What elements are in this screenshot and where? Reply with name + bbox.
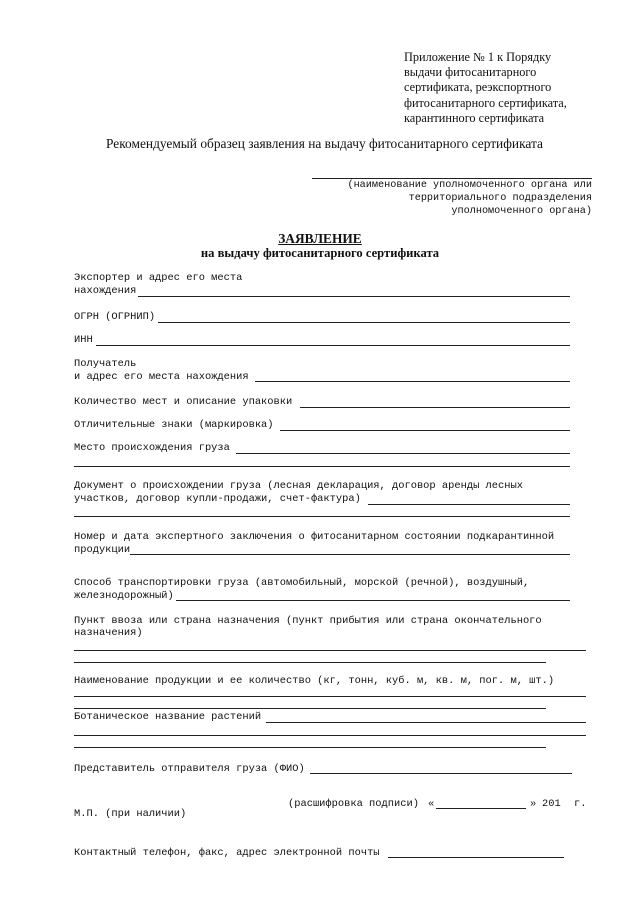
transport-label: Способ транспортировки груза (автомобильный, морской (речной), воздушный,	[74, 577, 530, 589]
inn-label: ИНН	[74, 334, 93, 346]
year-label: 201	[542, 798, 561, 810]
product-label: Наименование продукции и ее количество (кг, тонн, куб. м, кв. м, пог. м, шт.)	[74, 675, 555, 687]
product-field[interactable]	[74, 696, 586, 697]
botanical-field-3[interactable]	[74, 747, 546, 748]
date-field[interactable]	[436, 808, 526, 809]
origin-doc-field-2[interactable]	[74, 516, 570, 517]
expert-field[interactable]	[130, 554, 570, 555]
packages-field[interactable]	[300, 407, 570, 408]
caption-line: (наименование уполномоченного органа или	[347, 180, 592, 191]
botanical-field-2[interactable]	[74, 735, 586, 736]
entry-label-2: назначения)	[74, 627, 143, 639]
appendix-line: сертификата, реэкспортного	[404, 80, 552, 95]
seal-label: М.П. (при наличии)	[74, 808, 187, 820]
signature-decode-label: (расшифровка подписи)	[288, 798, 419, 810]
statement-title: ЗАЯВЛЕНИЕ	[278, 231, 362, 246]
contacts-field[interactable]	[388, 857, 564, 858]
origin-doc-field[interactable]	[368, 504, 570, 505]
receiver-field[interactable]	[255, 381, 570, 382]
authority-caption	[330, 180, 592, 218]
date-open-quote: «	[428, 798, 435, 810]
exporter-label: Экспортер и адрес его места	[74, 272, 243, 284]
receiver-label-2: и адрес его места нахождения	[74, 371, 249, 383]
product-field-2[interactable]	[74, 708, 546, 709]
ogrn-field[interactable]	[158, 322, 570, 323]
appendix-line: фитосанитарного сертификата,	[404, 95, 567, 110]
inn-field[interactable]	[96, 345, 570, 346]
entry-label: Пункт ввоза или страна назначения (пункт прибытия или страна окончательного	[74, 615, 542, 627]
appendix-line: Приложение № 1 к Порядку	[404, 50, 552, 64]
entry-field-2[interactable]	[74, 662, 546, 663]
statement-subtitle: на выдачу фитосанитарного сертификата	[200, 246, 440, 260]
appendix-line: выдачи фитосанитарного	[404, 65, 537, 80]
origin-doc-label-2: участков, договор купли-продажи, счет-фактура)	[74, 493, 361, 505]
origin-label: Место происхождения груза	[74, 442, 230, 454]
transport-field[interactable]	[176, 600, 570, 601]
date-close-quote: »	[530, 798, 537, 810]
representative-field[interactable]	[310, 773, 572, 774]
caption-line: территориального подразделения	[408, 192, 592, 204]
exporter-field[interactable]	[138, 296, 570, 297]
ogrn-label: ОГРН (ОГРНИП)	[74, 311, 156, 323]
expert-label-2: продукции	[74, 544, 131, 556]
document-title: Рекомендуемый образец заявления на выдачу фитосанитарного сертификата	[106, 136, 543, 151]
transport-label-2: железнодорожный)	[74, 590, 174, 602]
origin-field[interactable]	[236, 453, 570, 454]
origin-doc-label: Документ о происхождении груза (лесная декларация, договор аренды лесных	[74, 480, 523, 492]
exporter-label-2: нахождения	[74, 285, 137, 297]
botanical-label: Ботаническое название растений	[74, 711, 262, 723]
contacts-label: Контактный телефон, факс, адрес электронной почты	[74, 847, 380, 859]
packages-label: Количество мест и описание упаковки	[74, 396, 293, 408]
marks-field[interactable]	[280, 430, 570, 431]
appendix-note	[404, 50, 604, 126]
receiver-label: Получатель	[74, 358, 137, 370]
appendix-line: карантинного сертификата	[404, 110, 545, 125]
year-suffix: г.	[574, 798, 587, 810]
authority-line	[312, 178, 592, 179]
marks-label: Отличительные знаки (маркировка)	[74, 419, 274, 431]
entry-field[interactable]	[74, 650, 586, 651]
representative-label: Представитель отправителя груза (ФИО)	[74, 763, 305, 775]
botanical-field[interactable]	[266, 722, 586, 723]
expert-label: Номер и дата экспертного заключения о фитосанитарном состоянии подкарантинной	[74, 531, 555, 543]
origin-field-2[interactable]	[74, 466, 570, 467]
caption-line: уполномоченного органа)	[451, 205, 592, 217]
